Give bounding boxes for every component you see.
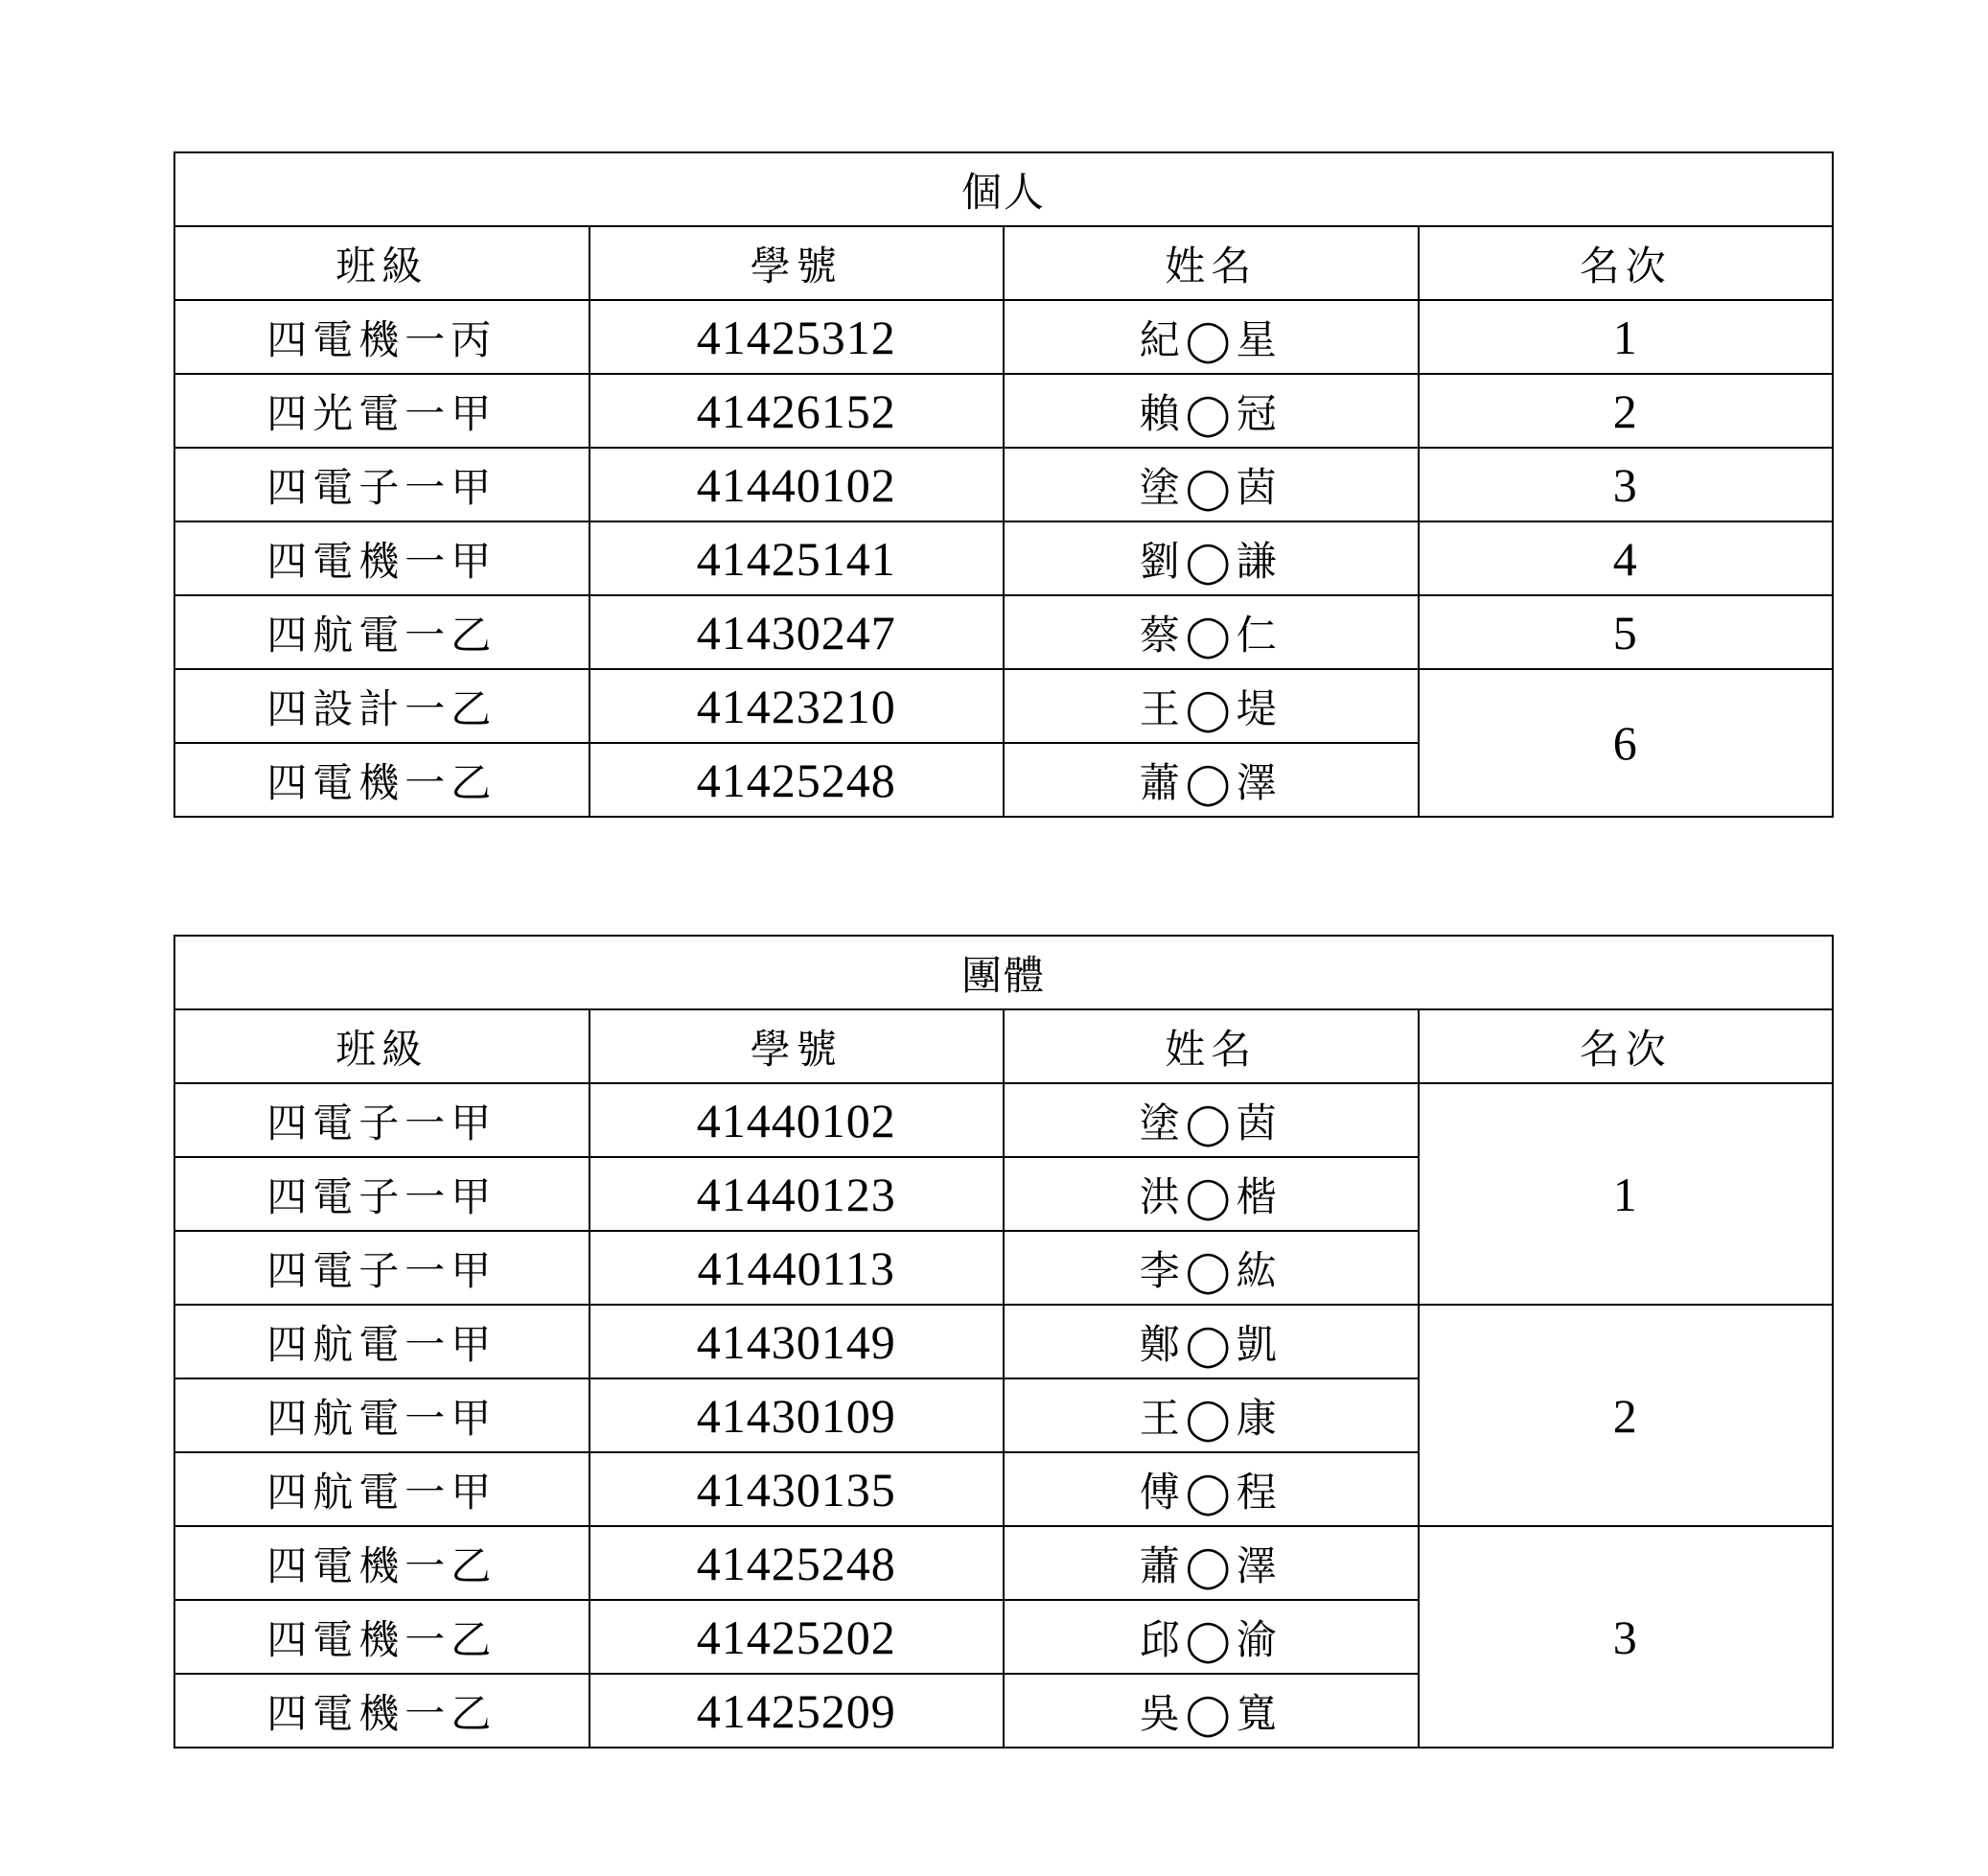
student-id-cell: 41425248: [589, 1526, 1005, 1600]
column-header-student-id: 學號: [589, 1009, 1005, 1083]
rank-cell: 1: [1419, 300, 1834, 374]
table-title-row: [174, 936, 1833, 1009]
column-header-rank: 名次: [1419, 1009, 1834, 1083]
column-header-class: 班級: [174, 1009, 589, 1083]
class-cell: 四電機一乙: [174, 1600, 589, 1674]
class-cell: 四電子一甲: [174, 1231, 589, 1305]
column-header-name: 姓名: [1004, 1009, 1419, 1083]
group-results-table: [173, 935, 1834, 1749]
student-id-cell: 41425248: [589, 743, 1005, 817]
column-header-rank: 名次: [1419, 226, 1834, 300]
table-header-row: [174, 1009, 1833, 1083]
rank-cell: 3: [1419, 1526, 1834, 1748]
student-id-cell: 41440102: [589, 1083, 1005, 1157]
column-header-name: 姓名: [1004, 226, 1419, 300]
name-cell: 王◯康: [1004, 1378, 1419, 1452]
table-row: [174, 1083, 1833, 1157]
rank-cell: 5: [1419, 595, 1834, 669]
name-cell: 劉◯謙: [1004, 521, 1419, 595]
class-cell: 四電機一乙: [174, 1674, 589, 1748]
class-cell: 四設計一乙: [174, 669, 589, 743]
table-title-row: [174, 152, 1833, 226]
class-cell: 四電機一丙: [174, 300, 589, 374]
name-cell: 蕭◯澤: [1004, 743, 1419, 817]
name-cell: 鄭◯凱: [1004, 1305, 1419, 1378]
class-cell: 四航電一甲: [174, 1305, 589, 1378]
rank-cell: 2: [1419, 374, 1834, 448]
student-id-cell: 41425202: [589, 1600, 1005, 1674]
student-id-cell: 41430109: [589, 1378, 1005, 1452]
class-cell: 四電子一甲: [174, 1083, 589, 1157]
student-id-cell: 41425312: [589, 300, 1005, 374]
name-cell: 傅◯程: [1004, 1452, 1419, 1526]
rank-cell: 1: [1419, 1083, 1834, 1305]
name-cell: 賴◯冠: [1004, 374, 1419, 448]
table-row: [174, 300, 1833, 374]
student-id-cell: 41426152: [589, 374, 1005, 448]
student-id-cell: 41440102: [589, 448, 1005, 521]
table-row: [174, 595, 1833, 669]
student-id-cell: 41440123: [589, 1157, 1005, 1231]
class-cell: 四電機一乙: [174, 743, 589, 817]
student-id-cell: 41425209: [589, 1674, 1005, 1748]
table-title: 團體: [174, 936, 1833, 1009]
name-cell: 塗◯茵: [1004, 448, 1419, 521]
table-row: [174, 669, 1833, 743]
rank-cell: 4: [1419, 521, 1834, 595]
class-cell: 四電子一甲: [174, 1157, 589, 1231]
table-header-row: [174, 226, 1833, 300]
class-cell: 四光電一甲: [174, 374, 589, 448]
class-cell: 四電機一乙: [174, 1526, 589, 1600]
student-id-cell: 41430247: [589, 595, 1005, 669]
student-id-cell: 41430135: [589, 1452, 1005, 1526]
student-id-cell: 41430149: [589, 1305, 1005, 1378]
name-cell: 紀◯星: [1004, 300, 1419, 374]
table-row: [174, 374, 1833, 448]
rank-cell: 6: [1419, 669, 1834, 817]
name-cell: 蔡◯仁: [1004, 595, 1419, 669]
name-cell: 塗◯茵: [1004, 1083, 1419, 1157]
rank-cell: 2: [1419, 1305, 1834, 1526]
table-row: [174, 448, 1833, 521]
student-id-cell: 41440113: [589, 1231, 1005, 1305]
class-cell: 四電子一甲: [174, 448, 589, 521]
name-cell: 洪◯楷: [1004, 1157, 1419, 1231]
table-title: 個人: [174, 152, 1833, 226]
table-row: [174, 1526, 1833, 1600]
individual-results-table: [173, 151, 1834, 818]
table-row: [174, 1305, 1833, 1378]
name-cell: 蕭◯澤: [1004, 1526, 1419, 1600]
column-header-student-id: 學號: [589, 226, 1005, 300]
class-cell: 四電機一甲: [174, 521, 589, 595]
class-cell: 四航電一甲: [174, 1378, 589, 1452]
name-cell: 吳◯寬: [1004, 1674, 1419, 1748]
name-cell: 李◯紘: [1004, 1231, 1419, 1305]
student-id-cell: 41423210: [589, 669, 1005, 743]
student-id-cell: 41425141: [589, 521, 1005, 595]
rank-cell: 3: [1419, 448, 1834, 521]
column-header-class: 班級: [174, 226, 589, 300]
name-cell: 王◯堤: [1004, 669, 1419, 743]
class-cell: 四航電一乙: [174, 595, 589, 669]
class-cell: 四航電一甲: [174, 1452, 589, 1526]
name-cell: 邱◯渝: [1004, 1600, 1419, 1674]
table-row: [174, 521, 1833, 595]
